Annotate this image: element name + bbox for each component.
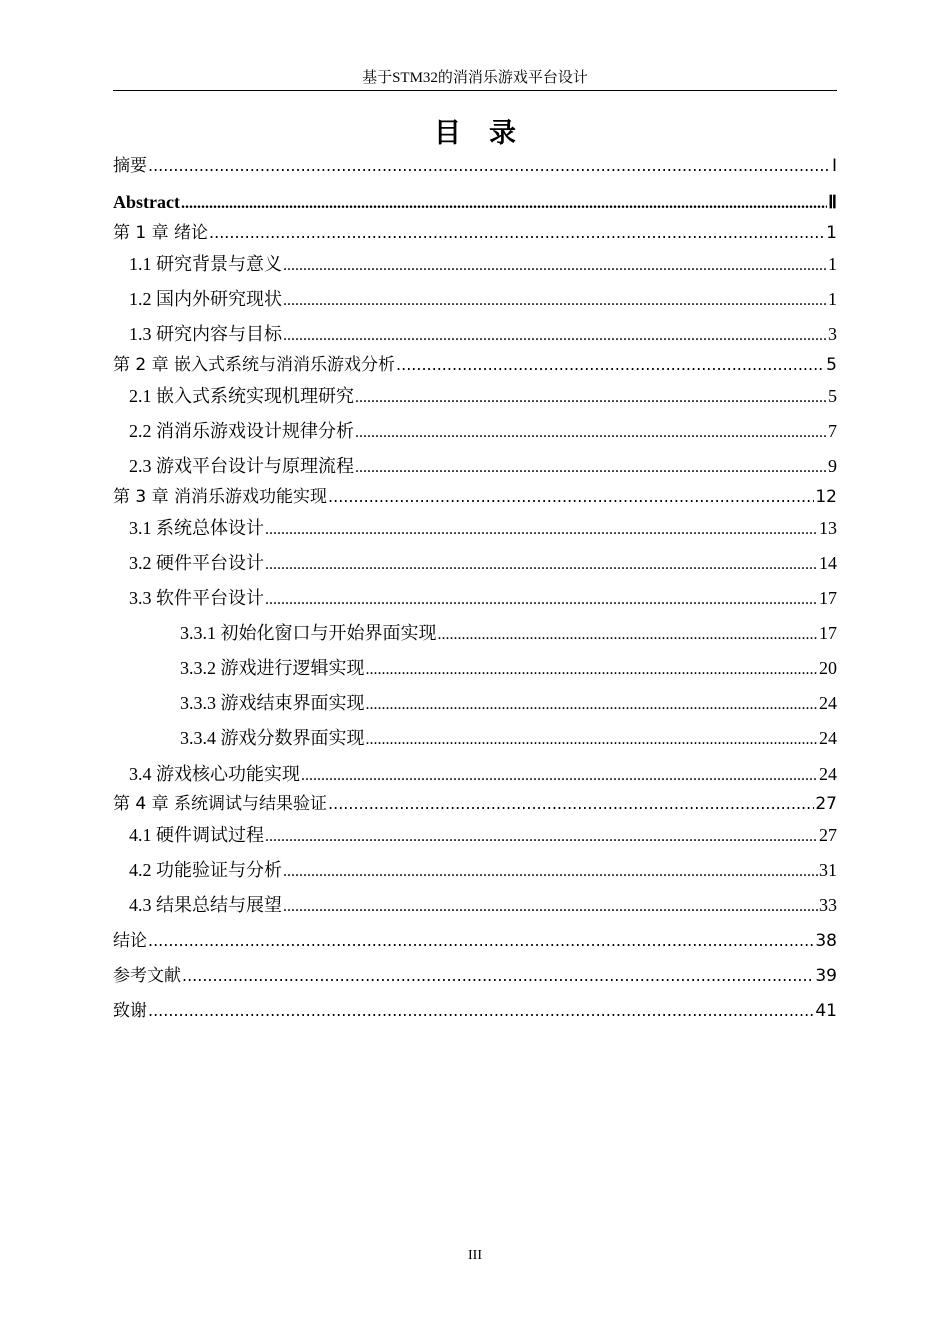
- toc-entry-subsection-3-3-3[interactable]: [180, 691, 837, 715]
- toc-page: 41: [815, 1001, 837, 1021]
- toc-page: 7: [828, 421, 837, 441]
- toc-entry-section-3-4[interactable]: [129, 762, 837, 786]
- toc-label: 1.3 研究内容与目标: [129, 324, 282, 344]
- leader-dots: [181, 190, 827, 216]
- toc-page: 1: [826, 223, 837, 243]
- leader-dots: [283, 252, 827, 278]
- toc-entry-section-2-2[interactable]: [129, 419, 837, 443]
- toc-page: 24: [819, 764, 837, 784]
- toc-label: 4.1 硬件调试过程: [129, 825, 264, 845]
- toc-entry-section-2-3[interactable]: [129, 454, 837, 478]
- leader-dots: [209, 221, 825, 245]
- leader-dots: [265, 586, 818, 612]
- toc-page: 5: [828, 386, 837, 406]
- toc-page: 12: [815, 487, 837, 507]
- leader-dots: [366, 656, 819, 682]
- leader-dots: [301, 762, 818, 788]
- toc-label: 2.3 游戏平台设计与原理流程: [129, 456, 354, 476]
- leader-dots: [328, 792, 814, 816]
- toc-entry-chapter-3[interactable]: [113, 485, 837, 509]
- toc-label: 第 2 章 嵌入式系统与消消乐游戏分析: [113, 355, 396, 375]
- leader-dots: [328, 485, 814, 509]
- toc-page: 31: [819, 860, 837, 880]
- toc-page: 5: [826, 355, 837, 375]
- leader-dots: [265, 516, 818, 542]
- leader-dots: [283, 287, 827, 313]
- toc-page: 3: [828, 324, 837, 344]
- toc-page: Ⅰ: [831, 156, 837, 176]
- leader-dots: [283, 322, 827, 348]
- toc-entry-subsection-3-3-1[interactable]: [180, 621, 837, 645]
- toc-page: 13: [819, 518, 837, 538]
- toc-label: 4.2 功能验证与分析: [129, 860, 282, 880]
- toc-page: 39: [815, 966, 837, 986]
- leader-dots: [355, 384, 827, 410]
- toc-label: 2.1 嵌入式系统实现机理研究: [129, 386, 354, 406]
- toc-entry-section-3-1[interactable]: [129, 516, 837, 540]
- toc-page: 17: [819, 588, 837, 608]
- toc-page: 24: [819, 693, 837, 713]
- toc-page: 17: [819, 623, 837, 643]
- leader-dots: [182, 964, 814, 988]
- toc-label: 3.1 系统总体设计: [129, 518, 264, 538]
- leader-dots: [366, 691, 819, 717]
- leader-dots: [148, 999, 814, 1023]
- toc-page: 27: [819, 825, 837, 845]
- toc-entry-abstract-en[interactable]: [113, 190, 837, 214]
- toc-label: 3.3 软件平台设计: [129, 588, 264, 608]
- toc-entry-section-4-2[interactable]: [129, 858, 837, 882]
- toc-entry-section-3-3[interactable]: [129, 586, 837, 610]
- toc-entry-section-1-2[interactable]: [129, 287, 837, 311]
- toc-label: 3.3.3 游戏结束界面实现: [180, 693, 365, 713]
- toc-label: 3.3.2 游戏进行逻辑实现: [180, 658, 365, 678]
- leader-dots: [438, 621, 819, 647]
- toc-page: 27: [815, 794, 837, 814]
- toc-entry-section-2-1[interactable]: [129, 384, 837, 408]
- toc-entry-subsection-3-3-2[interactable]: [180, 656, 837, 680]
- toc-entry-acknowledgements[interactable]: [113, 999, 837, 1023]
- toc-label: 第 4 章 系统调试与结果验证: [113, 794, 328, 814]
- toc-label: 4.3 结果总结与展望: [129, 895, 282, 915]
- toc-entry-section-4-1[interactable]: [129, 823, 837, 847]
- toc-page: 9: [828, 456, 837, 476]
- toc-entry-references[interactable]: [113, 964, 837, 988]
- toc-entry-chapter-2[interactable]: [113, 353, 837, 377]
- toc-page: 1: [828, 254, 837, 274]
- toc-label: 3.2 硬件平台设计: [129, 553, 264, 573]
- toc-page: 38: [815, 931, 837, 951]
- leader-dots: [355, 419, 827, 445]
- toc-entry-abstract-cn[interactable]: [113, 154, 837, 178]
- toc-label: 1.1 研究背景与意义: [129, 254, 282, 274]
- toc-entry-chapter-1[interactable]: [113, 221, 837, 245]
- leader-dots: [148, 154, 831, 178]
- toc-page: Ⅱ: [828, 192, 837, 212]
- leader-dots: [283, 858, 818, 884]
- toc-label: 3.4 游戏核心功能实现: [129, 764, 300, 784]
- toc-page: 33: [819, 895, 837, 915]
- running-header: 基于STM32的消消乐游戏平台设计: [362, 70, 588, 86]
- toc-label: 第 3 章 消消乐游戏功能实现: [113, 487, 328, 507]
- toc-entry-conclusion[interactable]: [113, 929, 837, 953]
- toc-label: 结论: [113, 931, 147, 951]
- leader-dots: [148, 929, 814, 953]
- toc-label: 3.3.4 游戏分数界面实现: [180, 728, 365, 748]
- toc-label: 1.2 国内外研究现状: [129, 289, 282, 309]
- toc-page: 20: [819, 658, 837, 678]
- toc-page: 14: [819, 553, 837, 573]
- toc-entry-subsection-3-3-4[interactable]: [180, 726, 837, 750]
- toc-entry-section-1-1[interactable]: [129, 252, 837, 276]
- toc-page: 24: [819, 728, 837, 748]
- toc-label: 参考文献: [113, 966, 181, 986]
- leader-dots: [366, 726, 819, 752]
- page-title: 目录: [434, 118, 544, 149]
- toc-entry-section-1-3[interactable]: [129, 322, 837, 346]
- toc-page: 1: [828, 289, 837, 309]
- toc-label: 3.3.1 初始化窗口与开始界面实现: [180, 623, 437, 643]
- toc-entry-section-4-3[interactable]: [129, 893, 837, 917]
- leader-dots: [283, 893, 818, 919]
- leader-dots: [265, 551, 818, 577]
- leader-dots: [265, 823, 818, 849]
- toc-label: 第 1 章 绪论: [113, 223, 209, 243]
- page-number: III: [468, 1248, 482, 1263]
- leader-dots: [396, 353, 825, 377]
- toc-label: 2.2 消消乐游戏设计规律分析: [129, 421, 354, 441]
- toc-entry-chapter-4[interactable]: [113, 792, 837, 816]
- leader-dots: [355, 454, 827, 480]
- toc-label: Abstract: [113, 192, 180, 212]
- toc-label: 摘要: [113, 156, 147, 176]
- toc-entry-section-3-2[interactable]: [129, 551, 837, 575]
- toc-label: 致谢: [113, 1001, 147, 1021]
